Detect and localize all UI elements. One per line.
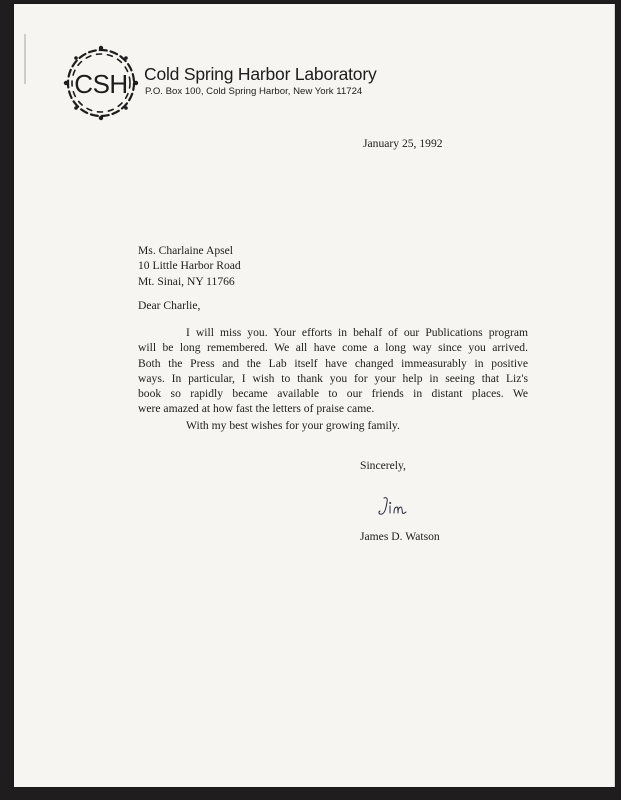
signer-name: James D. Watson — [360, 530, 440, 543]
handwritten-signature — [374, 494, 418, 520]
laboratory-name: Cold Spring Harbor Laboratory — [144, 64, 377, 84]
complimentary-close: Sincerely, — [360, 459, 406, 472]
recipient-street: 10 Little Harbor Road — [138, 259, 241, 273]
body-paragraph — [138, 325, 528, 417]
recipient-address-block — [138, 243, 241, 289]
body-line: ways. In particular, I wish to thank you for your help in seeing that Liz's — [138, 371, 528, 385]
letter-page — [14, 4, 615, 787]
paper-mark — [24, 34, 26, 84]
recipient-city: Mt. Sinai, NY 11766 — [138, 274, 235, 288]
body-line: were amazed at how fast the letters of praise came. — [138, 402, 375, 416]
closing-wishes: With my best wishes for your growing family. — [186, 419, 400, 432]
body-line: Both the Press and the Lab itself have changed immeasurably in positive — [138, 356, 528, 370]
logo-text: CSH — [74, 69, 128, 99]
laboratory-address: P.O. Box 100, Cold Spring Harbor, New York 11724 — [145, 86, 363, 97]
body-line: will be long remembered. We all have come a long way since you arrived. — [138, 341, 528, 355]
body-line: book so rapidly became available to our friends in distant places. We — [138, 387, 528, 401]
salutation: Dear Charlie, — [138, 299, 201, 312]
letter-date: January 25, 1992 — [363, 137, 443, 150]
paper-edge — [614, 4, 615, 787]
body-line: I will miss you. Your efforts in behalf of our Publications program — [186, 326, 528, 339]
recipient-name: Ms. Charlaine Apsel — [138, 244, 233, 257]
csh-logo — [56, 42, 146, 124]
